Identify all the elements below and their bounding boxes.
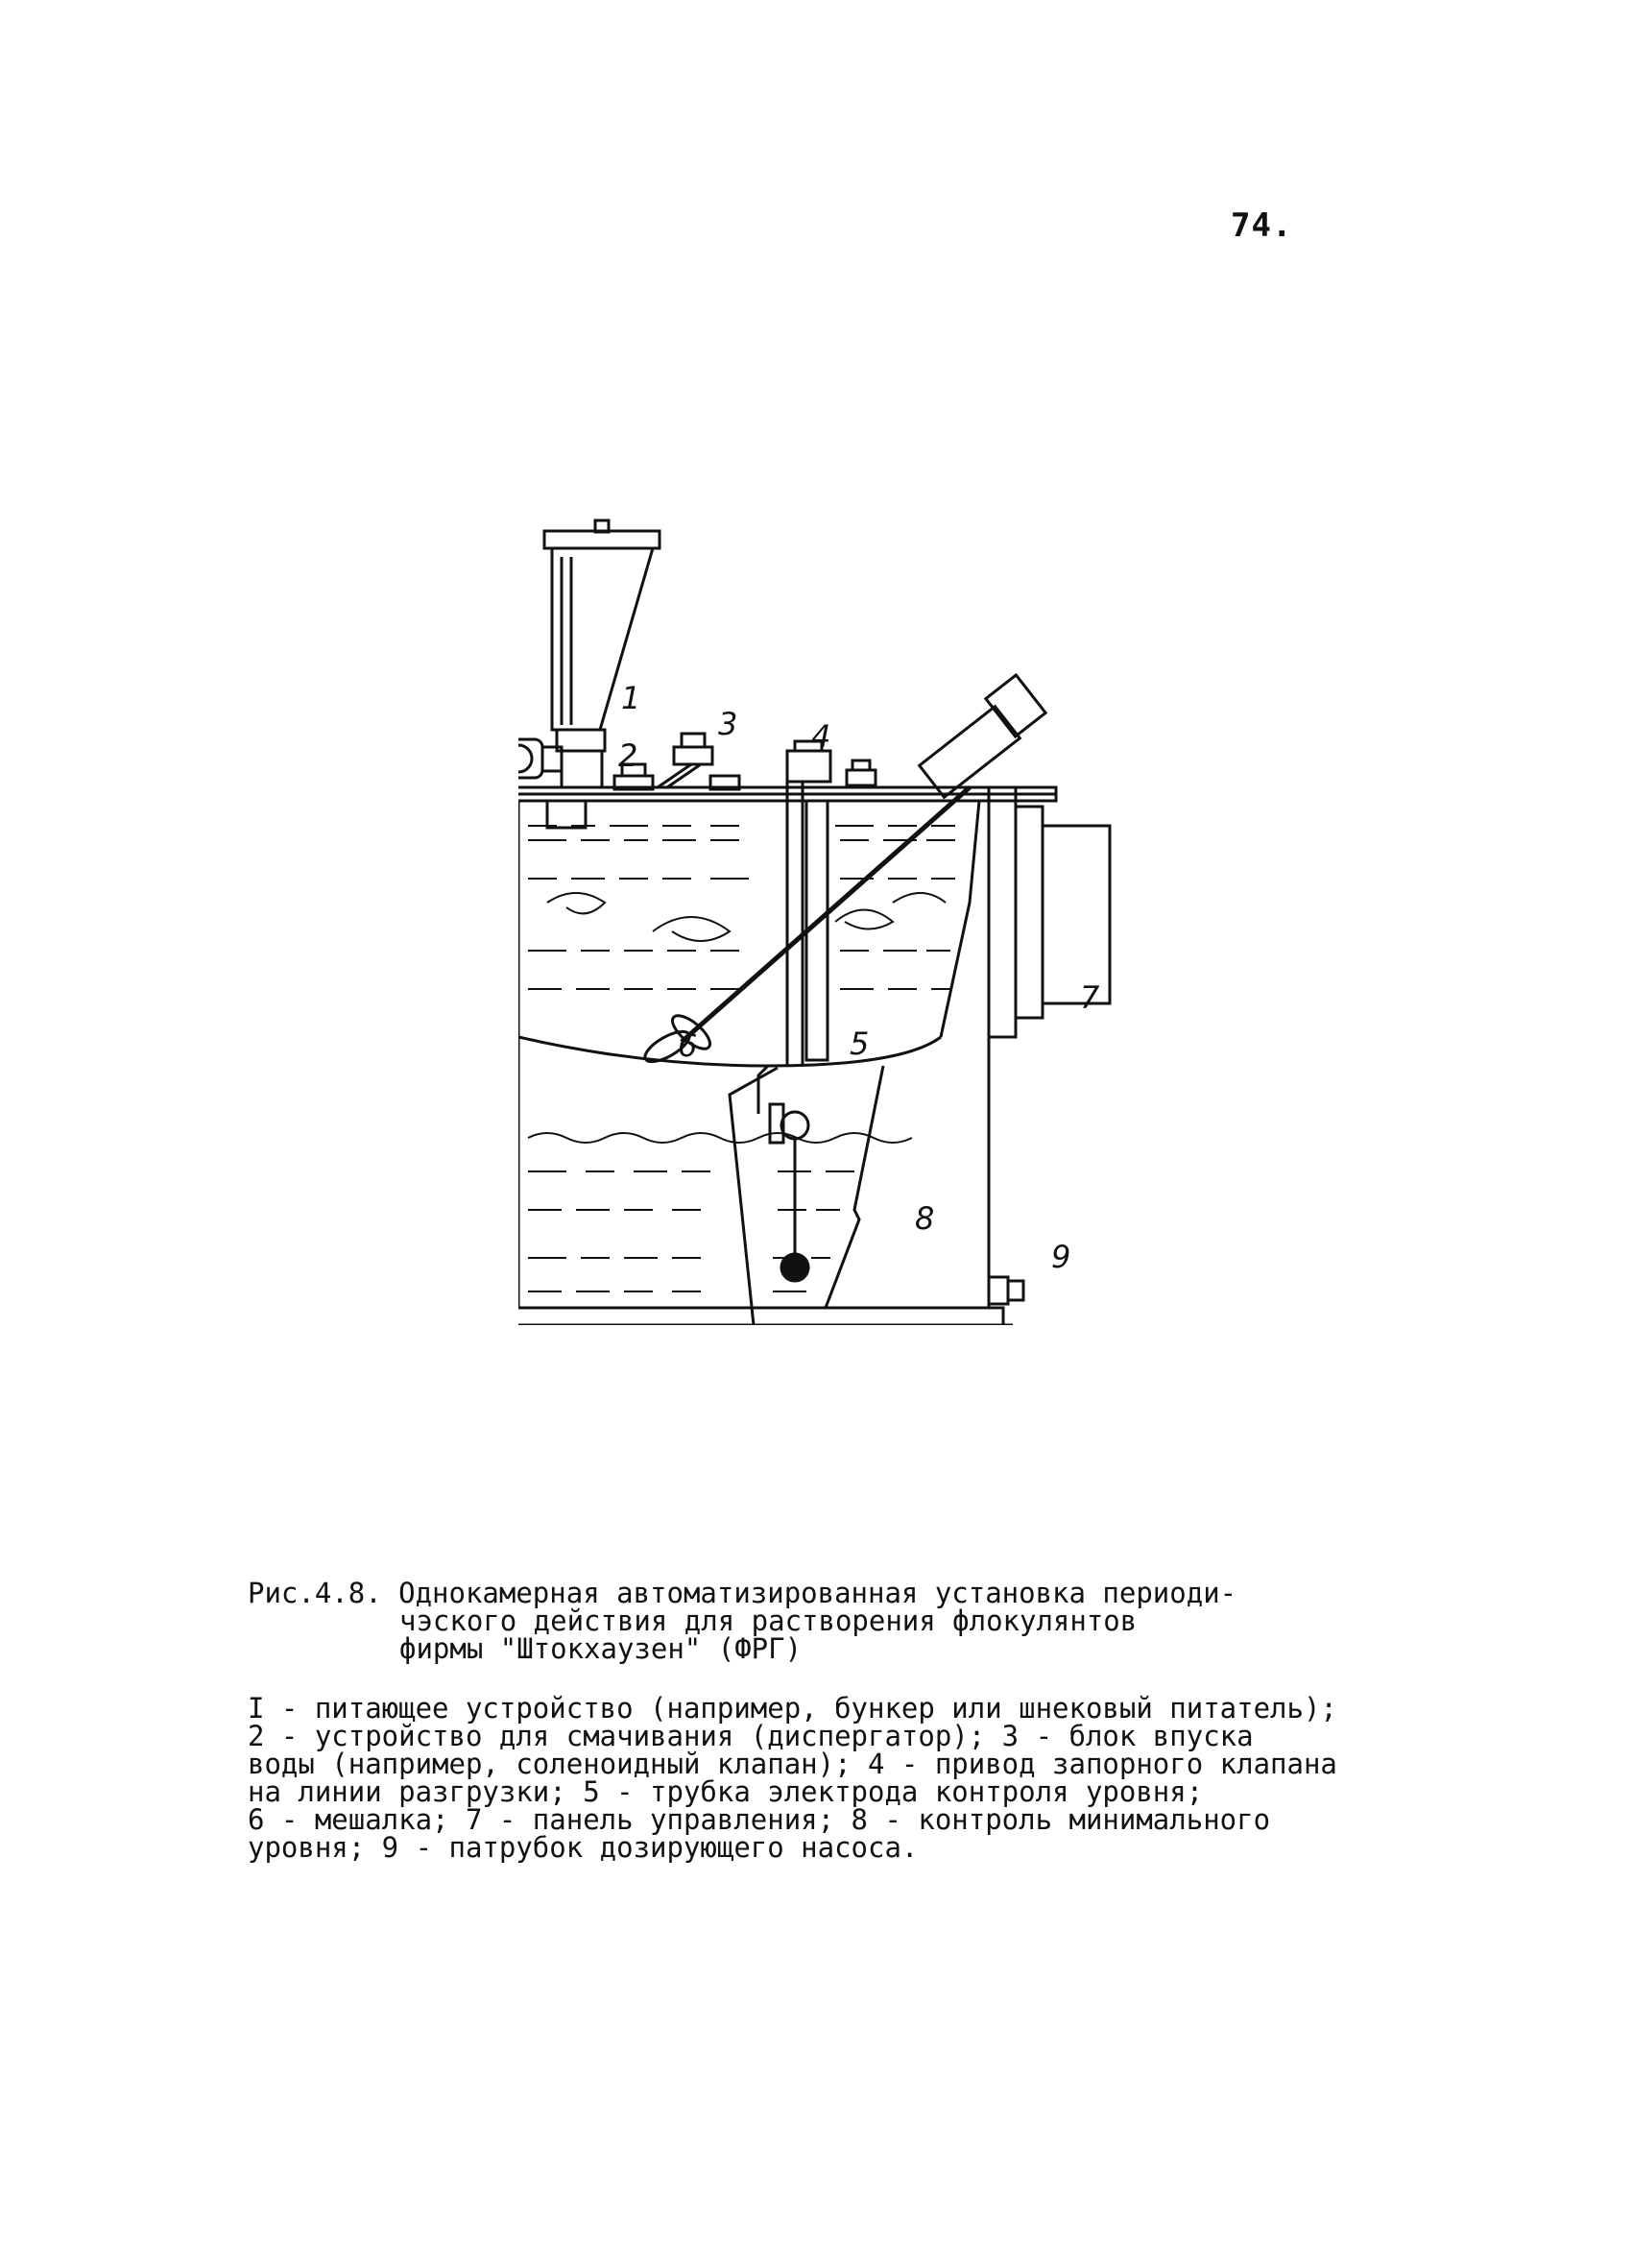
- callout-9: 9: [1051, 1239, 1071, 1275]
- figure-legend: [248, 1692, 1438, 1864]
- stirrer-motor: [920, 675, 1045, 797]
- callout-2: 2: [618, 737, 638, 774]
- figure-caption: [248, 1577, 1419, 1665]
- callout-5: 5: [850, 1025, 870, 1062]
- legend-line-3: воды (например, соленоидный клапан); 4 - привод запорного клапана: [248, 1748, 1337, 1780]
- min-level-float: [770, 1104, 808, 1281]
- legend-line-2: 2 - устройство для смачивания (диспергатор); 3 - блок впуска: [248, 1720, 1254, 1752]
- caption-line-2: чэского действия для растворения флокулянтов: [399, 1604, 1138, 1637]
- legend-line-5: 6 - мешалка; 7 - панель управления; 8 - контроль минимального: [248, 1803, 1271, 1836]
- page-number: 74.: [1231, 206, 1293, 245]
- callout-3: 3: [718, 706, 738, 742]
- callout-8: 8: [915, 1200, 935, 1237]
- caption-line-1: Рис.4.8. Однокамерная автоматизированная установка периоди-: [248, 1577, 1237, 1609]
- callout-7: 7: [1080, 979, 1100, 1016]
- legend-line-6: уровня; 9 - патрубок дозирующего насоса.: [248, 1831, 919, 1864]
- caption-line-3: фирмы "Штокхаузен" (ФРГ): [399, 1632, 803, 1665]
- callout-6: 6: [678, 1027, 698, 1064]
- pump-nozzle: [518, 1267, 1023, 1304]
- figure-flocculant-dissolving-unit: [518, 499, 1171, 1325]
- legend-line-4: на линии разгрузки; 5 - трубка электрода контроля уровня;: [248, 1775, 1204, 1808]
- feeder-motor: [518, 739, 562, 778]
- upper-liquid: [528, 826, 955, 989]
- level-electrode-tube: [787, 782, 828, 1066]
- callout-1: 1: [621, 680, 641, 716]
- callout-4: 4: [811, 718, 831, 755]
- valve-actuator: [787, 741, 876, 785]
- legend-line-1: I - питающее устройство (например, бункер или шнековый питатель);: [248, 1692, 1337, 1725]
